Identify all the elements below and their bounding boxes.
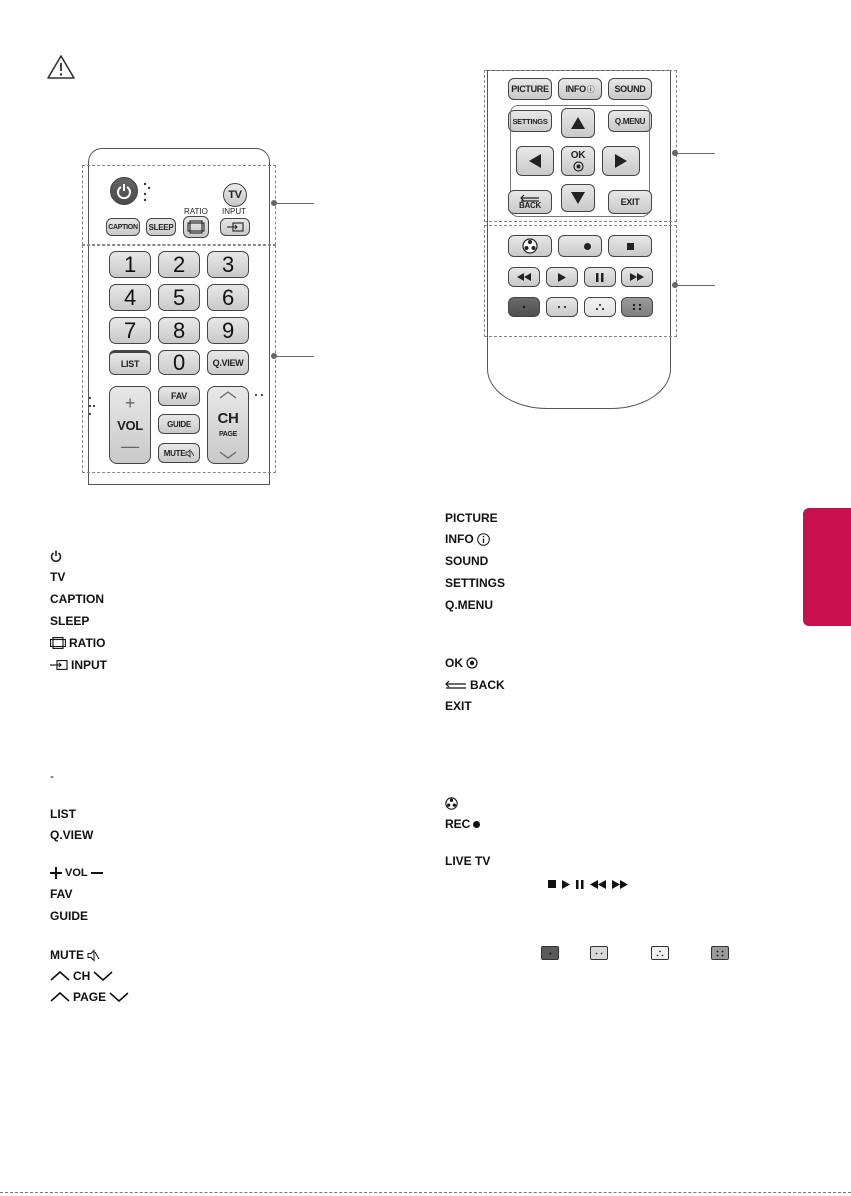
callout-line — [276, 203, 314, 204]
info-label: INFO — [565, 84, 586, 94]
yellow-button[interactable] — [584, 297, 616, 317]
chevron-up-icon — [219, 391, 237, 399]
qview-button[interactable]: Q.VIEW — [207, 350, 249, 375]
two-dots-icon — [595, 952, 603, 955]
list-page — [50, 989, 129, 1005]
red-button[interactable] — [508, 297, 540, 317]
volume-rocker[interactable] — [109, 386, 151, 464]
callout-line — [677, 285, 715, 286]
three-dots-icon — [595, 303, 605, 311]
four-dots-icon — [632, 303, 642, 311]
list-back-label: BACK — [470, 678, 505, 692]
ok-label: OK — [570, 149, 586, 161]
blue-button[interactable] — [621, 297, 653, 317]
list-qview: Q.VIEW — [50, 828, 94, 842]
sleep-button[interactable]: SLEEP — [146, 218, 176, 236]
plus-icon — [50, 867, 62, 879]
chevron-up-icon — [50, 971, 70, 981]
digit-3-button[interactable]: 3 — [207, 251, 249, 278]
pause-icon — [596, 273, 604, 282]
braille-dots-icon — [142, 181, 152, 203]
guide-button[interactable]: GUIDE — [158, 414, 200, 434]
list-live-tv-icon — [445, 795, 458, 811]
four-dots-icon — [716, 950, 724, 957]
right-arrow-button[interactable] — [602, 146, 640, 176]
list-info — [445, 531, 490, 547]
fast-forward-icon — [630, 273, 644, 281]
one-dot-icon — [522, 305, 526, 309]
list-ratio — [50, 635, 105, 651]
arrow-down-icon — [570, 191, 586, 205]
minus-icon — [91, 871, 103, 875]
digit-0-button[interactable]: 0 — [158, 350, 200, 375]
list-mute — [50, 947, 100, 963]
list-power — [50, 548, 62, 564]
up-arrow-button[interactable] — [561, 108, 595, 138]
list-page-label: PAGE — [73, 990, 107, 1004]
list-input-label: INPUT — [71, 658, 107, 672]
picture-button[interactable]: PICTURE — [508, 78, 552, 100]
caption-button[interactable]: CAPTION — [106, 218, 140, 236]
list-ok-label: OK — [445, 656, 463, 670]
down-arrow-button[interactable] — [561, 184, 595, 212]
list-vol-label: VOL — [65, 867, 88, 879]
pause-icon — [576, 880, 584, 889]
list-ratio-label: RATIO — [69, 636, 106, 650]
digit-4-button[interactable]: 4 — [109, 284, 151, 311]
stop-icon — [627, 243, 634, 250]
play-button[interactable] — [546, 267, 578, 287]
page-bottom-rule — [0, 1192, 851, 1193]
braille-dots-icon — [253, 392, 265, 398]
input-button[interactable] — [220, 218, 250, 236]
list-dash: - — [50, 769, 54, 783]
chevron-down-icon — [219, 451, 237, 459]
yellow-key-chip — [651, 946, 669, 960]
list-rec-label: REC — [445, 817, 471, 831]
green-button[interactable] — [546, 297, 578, 317]
list-fav: FAV — [50, 887, 73, 901]
list-vol — [50, 865, 103, 881]
list-info-label: INFO — [445, 532, 474, 546]
ok-circle-icon — [466, 657, 478, 669]
rewind-icon — [590, 880, 606, 889]
settings-button[interactable]: SETTINGS — [508, 110, 552, 132]
chevron-down-icon — [93, 971, 113, 981]
input-label: INPUT — [222, 207, 246, 216]
channel-rocker[interactable] — [207, 386, 249, 464]
list-back — [445, 677, 505, 693]
record-dot-icon — [584, 243, 591, 250]
one-dot-icon — [549, 952, 552, 955]
tv-button[interactable]: TV — [223, 183, 247, 207]
list-mute-label: MUTE — [50, 948, 84, 962]
list-qmenu: Q.MENU — [445, 598, 493, 612]
arrow-right-icon — [614, 153, 628, 169]
callout-line — [276, 356, 314, 357]
list-input — [50, 657, 107, 673]
live-tv-icon — [522, 238, 538, 254]
volume-down-icon: — — [121, 436, 139, 456]
left-arrow-button[interactable] — [516, 146, 554, 176]
arrow-left-icon — [528, 153, 542, 169]
digit-9-button[interactable]: 9 — [207, 317, 249, 344]
stop-icon — [548, 880, 556, 888]
list-rec — [445, 816, 480, 832]
live-tv-icon — [445, 797, 458, 810]
qmenu-button[interactable]: Q.MENU — [608, 110, 652, 132]
braille-dots-icon — [88, 395, 96, 417]
list-settings: SETTINGS — [445, 576, 506, 590]
list-sound: SOUND — [445, 554, 489, 568]
digit-5-button[interactable]: 5 — [158, 284, 200, 311]
list-caption: CAPTION — [50, 592, 104, 606]
mute-button[interactable] — [158, 443, 200, 463]
list-picture: PICTURE — [445, 511, 498, 525]
back-label: BACK — [519, 201, 541, 210]
chevron-up-icon — [50, 992, 70, 1002]
mute-label: MUTE — [163, 448, 186, 458]
pause-button[interactable] — [584, 267, 616, 287]
info-button[interactable] — [558, 78, 602, 100]
play-icon — [558, 273, 566, 282]
list-ch-label: CH — [73, 969, 91, 983]
blue-key-chip — [711, 946, 729, 960]
chevron-down-icon — [109, 992, 129, 1002]
mute-icon — [87, 949, 100, 962]
arrow-up-icon — [570, 116, 586, 130]
vol-label: VOL — [117, 417, 143, 433]
mute-icon — [185, 449, 194, 458]
list-live-tv: LIVE TV — [445, 854, 491, 868]
play-icon — [562, 880, 570, 889]
ratio-icon — [50, 637, 66, 649]
ch-label: CH — [217, 410, 239, 427]
language-side-tab — [803, 508, 851, 626]
input-icon — [50, 660, 68, 670]
red-key-chip — [541, 946, 559, 960]
back-button[interactable] — [508, 190, 552, 214]
warning-triangle-icon — [46, 54, 76, 80]
two-dots-icon — [557, 305, 567, 309]
list-tv: TV — [50, 570, 66, 584]
list-playback-icons — [548, 876, 628, 892]
exit-button[interactable]: EXIT — [608, 190, 652, 214]
list-guide: GUIDE — [50, 909, 89, 923]
ok-circle-icon — [573, 161, 584, 172]
green-key-chip — [590, 946, 608, 960]
three-dots-icon — [656, 950, 664, 957]
ratio-button[interactable] — [183, 216, 209, 238]
digit-2-button[interactable]: 2 — [158, 251, 200, 278]
power-icon — [50, 550, 62, 562]
list-sleep: SLEEP — [50, 614, 90, 628]
volume-up-icon: + — [124, 393, 136, 413]
fav-button[interactable]: FAV — [158, 386, 200, 406]
list-exit: EXIT — [445, 699, 472, 713]
list-ok — [445, 655, 478, 671]
fast-forward-icon — [612, 880, 628, 889]
digit-1-button[interactable]: 1 — [109, 251, 151, 278]
power-icon — [116, 183, 132, 199]
info-icon — [477, 533, 490, 546]
digit-8-button[interactable]: 8 — [158, 317, 200, 344]
remote-lower-tail — [487, 330, 671, 409]
ratio-icon — [187, 220, 205, 234]
info-icon: ⓘ — [586, 84, 595, 94]
digit-6-button[interactable]: 6 — [207, 284, 249, 311]
digit-7-button[interactable]: 7 — [109, 317, 151, 344]
stop-button[interactable] — [608, 235, 652, 257]
sound-button[interactable]: SOUND — [608, 78, 652, 100]
callout-line — [677, 153, 715, 154]
rewind-button[interactable] — [508, 267, 540, 287]
list-ch — [50, 968, 113, 984]
ratio-label: RATIO — [184, 207, 208, 216]
rec-button[interactable] — [558, 235, 602, 257]
rewind-icon — [517, 273, 531, 281]
back-arrow-icon — [445, 680, 467, 690]
list-button[interactable]: LIST — [109, 350, 151, 375]
input-icon — [226, 222, 244, 232]
list-list: LIST — [50, 807, 76, 821]
ok-button[interactable] — [561, 146, 595, 176]
record-dot-icon — [473, 821, 480, 828]
fast-forward-button[interactable] — [621, 267, 653, 287]
power-button[interactable] — [110, 177, 138, 205]
page-label: PAGE — [218, 431, 238, 438]
live-tv-button[interactable] — [508, 235, 552, 257]
